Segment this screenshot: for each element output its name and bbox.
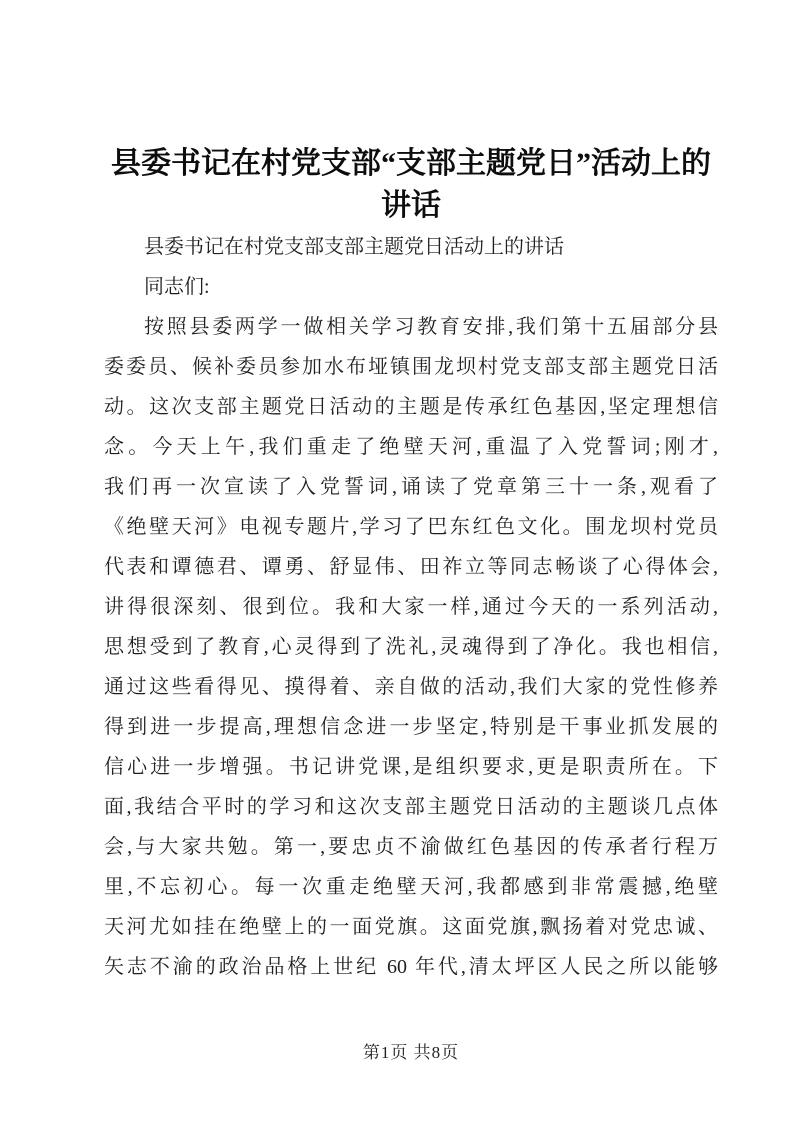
body-line: 按照县委两学一做相关学习教育安排,我们第十五届部分县 xyxy=(144,316,718,338)
body-line: 会,与大家共勉。第一,要忠贞不渝做红色基因的传承者行程万 xyxy=(104,836,718,858)
body-line: 代表和谭德君、谭勇、舒显伟、田祚立等同志畅谈了心得体会, xyxy=(104,556,718,578)
salutation: 同志们: xyxy=(144,276,210,298)
body-line: 天河尤如挂在绝壁上的一面党旗。这面党旗,飘扬着对党忠诚、 xyxy=(104,916,718,938)
body-line: 思想受到了教育,心灵得到了洗礼,灵魂得到了净化。我也相信, xyxy=(104,636,718,658)
body-line: 念。今天上午,我们重走了绝壁天河,重温了入党誓词;刚才, xyxy=(104,436,718,458)
body-line: 动。这次支部主题党日活动的主题是传承红色基因,坚定理想信 xyxy=(104,396,718,418)
page-footer xyxy=(104,1042,718,1064)
body-line: 里,不忘初心。每一次重走绝壁天河,我都感到非常震撼,绝壁 xyxy=(104,876,718,898)
body-line: 委委员、候补委员参加水布垭镇围龙坝村党支部支部主题党日活 xyxy=(104,356,718,378)
body-line: 讲得很深刻、很到位。我和大家一样,通过今天的一系列活动, xyxy=(104,596,718,618)
document-title: 县委书记在村党支部“支部主题党日”活动上的讲话 xyxy=(111,147,711,222)
body-line: 面,我结合平时的学习和这次支部主题党日活动的主题谈几点体 xyxy=(104,796,718,818)
body-paragraph xyxy=(104,307,718,987)
body-line: 我们再一次宣读了入党誓词,诵读了党章第三十一条,观看了 xyxy=(104,476,718,498)
body-line: 得到进一步提高,理想信念进一步坚定,特别是干事业抓发展的 xyxy=(104,716,718,738)
body-line: 《绝壁天河》电视专题片,学习了巴东红色文化。围龙坝村党员 xyxy=(104,516,718,538)
body-line: 信心进一步增强。书记讲党课,是组织要求,更是职责所在。下 xyxy=(104,756,718,778)
body-line: 矢志不渝的政治品格上世纪 60 年代,清太坪区人民之所以能够 xyxy=(104,956,718,978)
document-subtitle: 县委书记在村党支部支部主题党日活动上的讲话 xyxy=(144,236,564,258)
page-number-indicator: 第1页 共8页 xyxy=(362,1043,460,1062)
body-line: 通过这些看得见、摸得着、亲自做的活动,我们大家的党性修养 xyxy=(104,676,718,698)
